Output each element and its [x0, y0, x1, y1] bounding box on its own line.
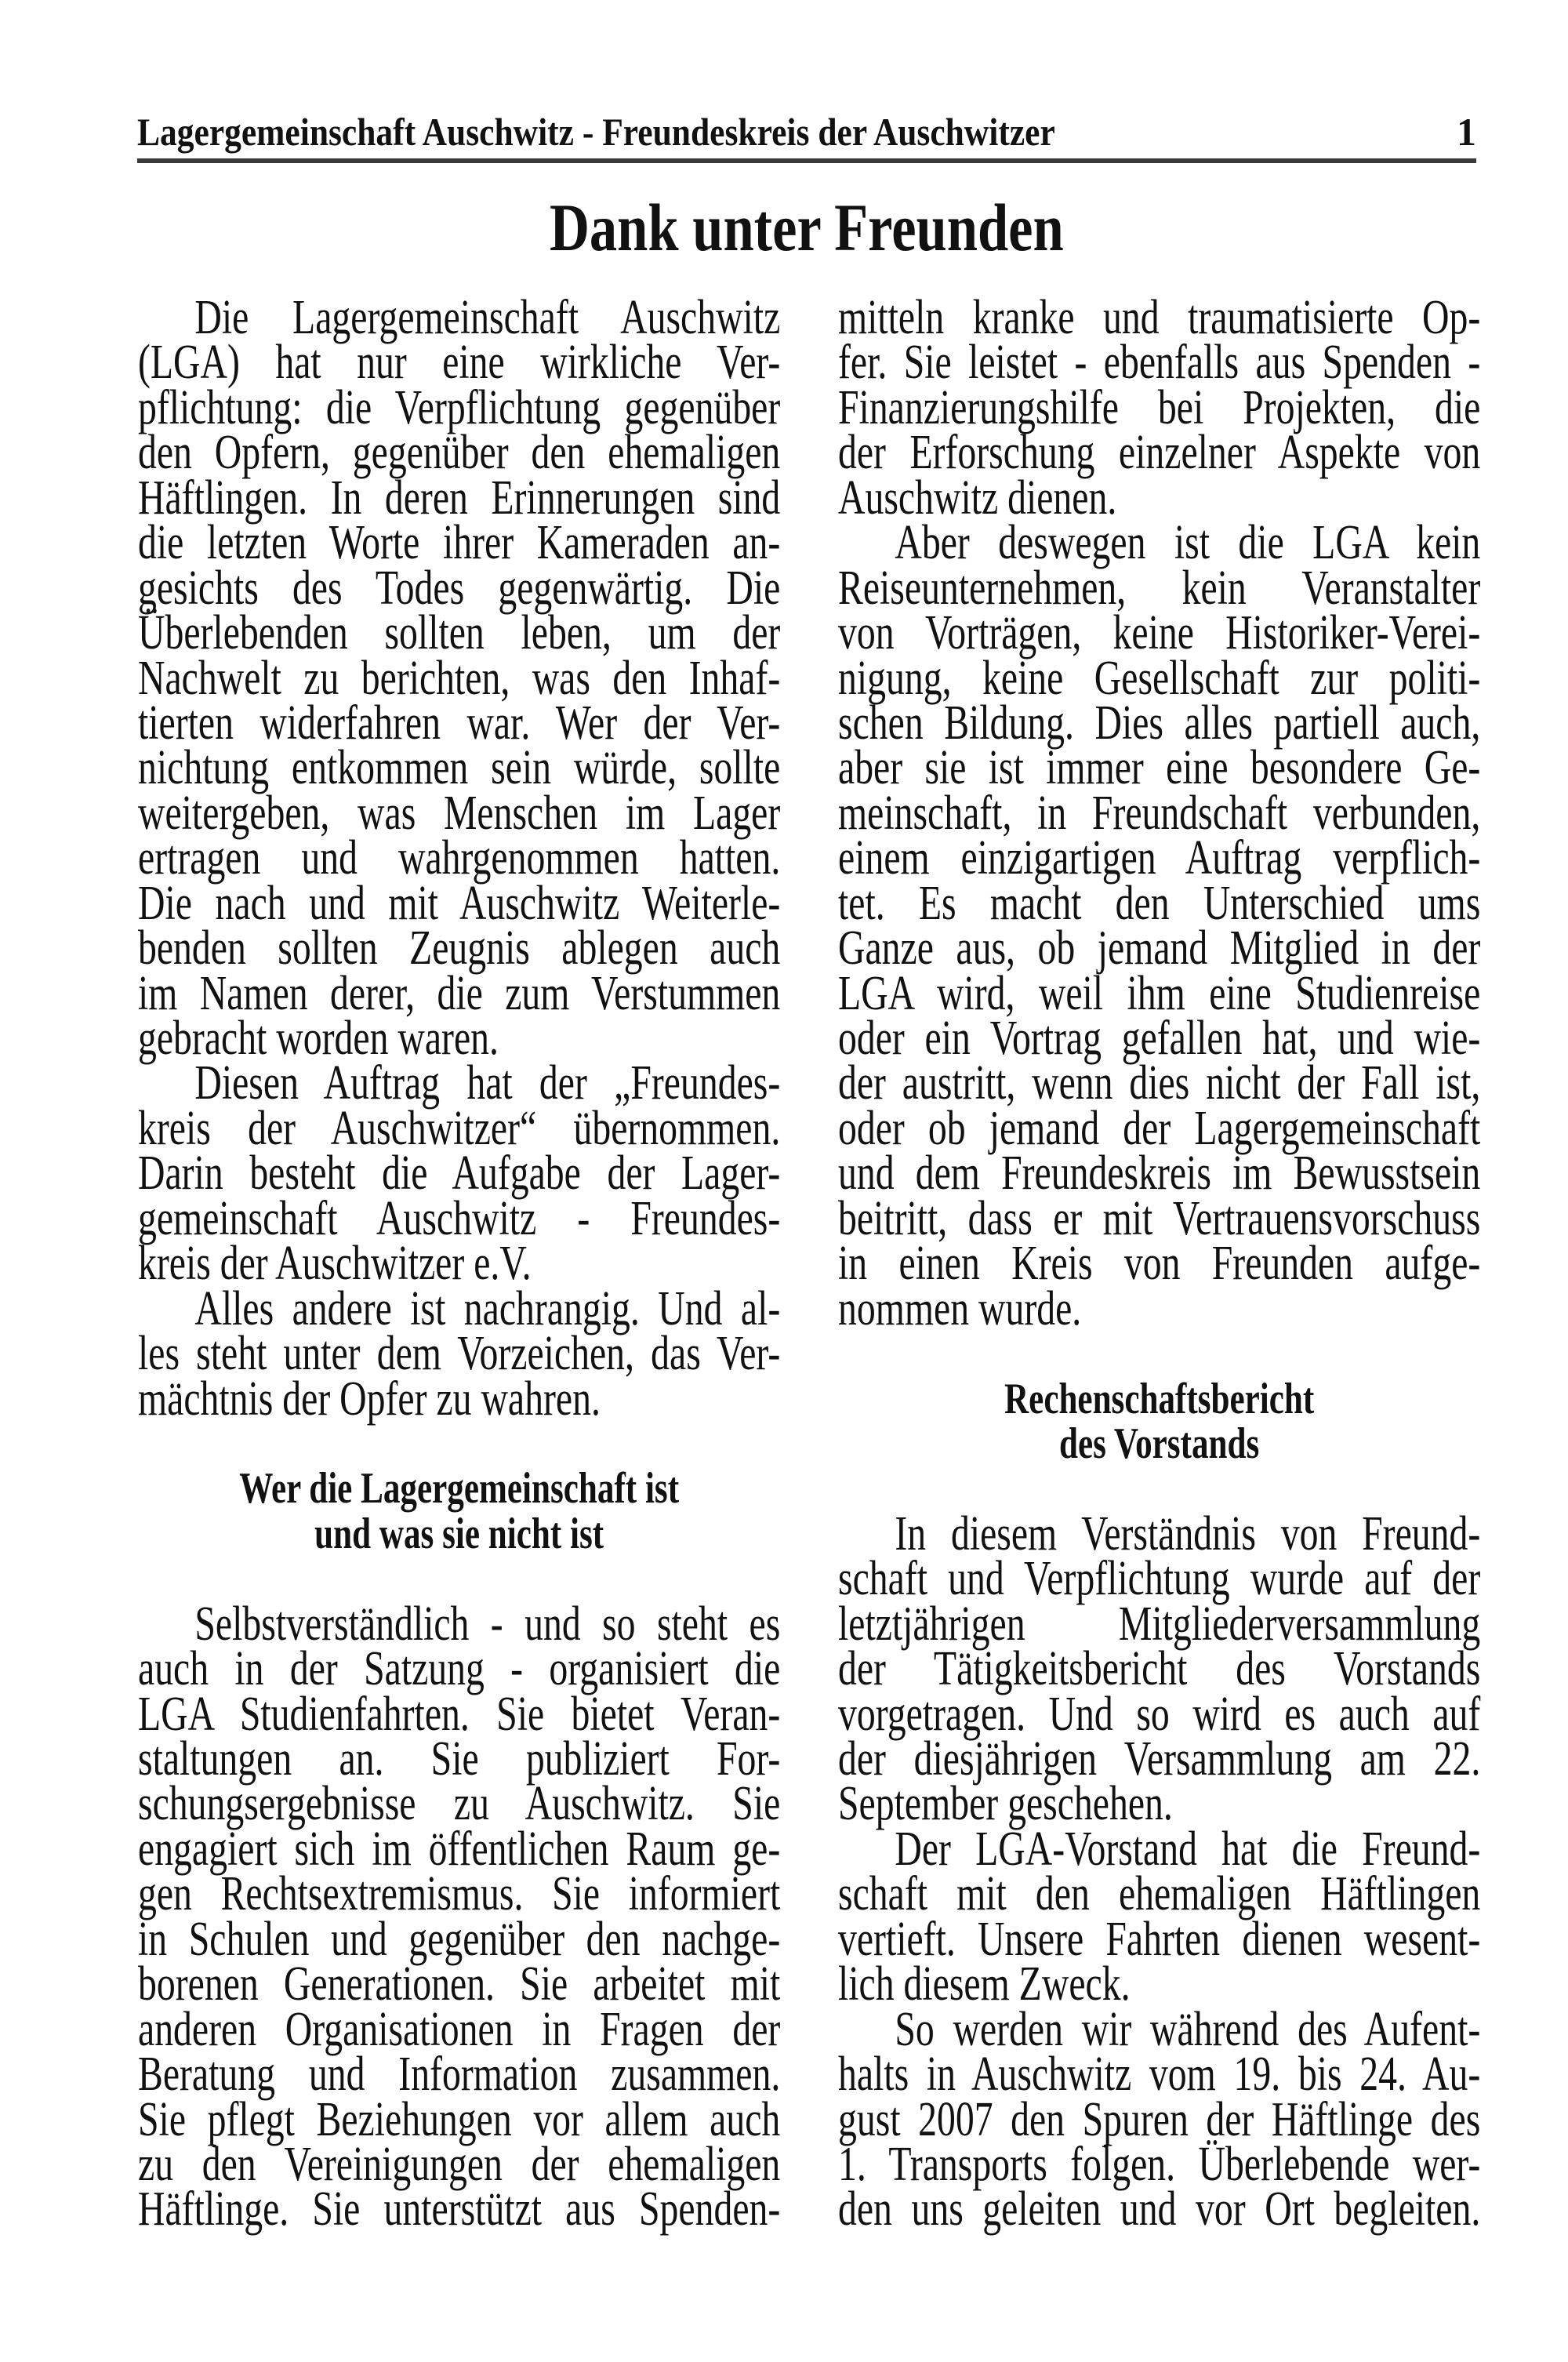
text-line: oder ob jemand der Lagergemeinschaft [838, 1101, 1481, 1155]
text-line: meinschaft, in Freundschaft verbunden, [838, 786, 1481, 840]
running-head-title: Lagergemeinschaft Auschwitz - Freundeskreis der Auschwitzer [137, 110, 1055, 154]
text-line: ertragen und wahrgenommen hatten. [138, 831, 781, 885]
blank-line [138, 1422, 780, 1466]
text-line: vertieft. Unsere Fahrten dienen wesent- [838, 1912, 1481, 1966]
text-line: Nachwelt zu berichten, was den Inhaf- [138, 651, 781, 705]
text-line: Die Lagergemeinschaft Auschwitz [194, 291, 781, 344]
text-line: schaft mit den ehemaligen Häftlingen [838, 1867, 1481, 1921]
text-line: engagiert sich im öffentlichen Raum ge- [138, 1822, 781, 1876]
text-line: mächtnis der Opfer zu wahren. [138, 1372, 601, 1426]
blank-line [838, 1332, 1480, 1376]
text-line: pflichtung: die Verpflichtung gegenüber [138, 380, 781, 434]
blank-line [138, 1557, 780, 1601]
text-line: kreis der Auschwitzer“ übernommen. [138, 1101, 781, 1155]
text-line: den Opfern, gegenüber den ehemaligen [138, 426, 781, 480]
text-line: tet. Es macht den Unterschied ums [838, 876, 1481, 930]
text-line: gust 2007 den Spuren der Häftlinge des [838, 2092, 1481, 2146]
section-heading: des Vorstands [1059, 1419, 1260, 1468]
text-line: auch in der Satzung - organisiert die [138, 1642, 781, 1696]
text-line: Häftlinge. Sie unterstützt aus Spenden- [138, 2182, 781, 2237]
text-line: halts in Auschwitz vom 19. bis 24. Au- [838, 2048, 1481, 2102]
text-line: anderen Organisationen in Fragen der [138, 2002, 781, 2056]
text-line: in einen Kreis von Freunden aufge- [838, 1237, 1481, 1291]
text-line: Überlebenden sollten leben, um der [138, 606, 781, 660]
text-line: schungsergebnisse zu Auschwitz. Sie [138, 1777, 781, 1831]
text-line: der diesjährigen Versammlung am 22. [838, 1732, 1481, 1786]
section-heading: Wer die Lagergemeinschaft ist [239, 1464, 680, 1513]
text-line: Beratung und Information zusammen. [138, 2048, 781, 2102]
header-rule [137, 158, 1476, 163]
text-line: oder ein Vortrag gefallen hat, und wie- [838, 1012, 1481, 1065]
text-line: Finanzierungshilfe bei Projekten, die [838, 380, 1481, 434]
text-line: beitritt, dass er mit Vertrauensvorschuss [838, 1191, 1481, 1245]
text-line: im Namen derer, die zum Verstummen [138, 966, 781, 1020]
text-line: der austritt, wenn dies nicht der Fall ist, [838, 1056, 1481, 1110]
text-line: der Tätigkeitsbericht des Vorstands [838, 1642, 1481, 1696]
text-line: aber sie ist immer eine besondere Ge- [838, 741, 1481, 795]
text-line: Darin besteht die Aufgabe der Lager- [138, 1146, 781, 1201]
text-line: schaft und Verpflichtung wurde auf der [838, 1552, 1481, 1606]
text-line: 1. Transports folgen. Überlebende wer- [838, 2137, 1481, 2191]
text-line: staltungen an. Sie publiziert For- [138, 1732, 781, 1786]
section-heading: Rechenschaftsbericht [1004, 1374, 1315, 1423]
text-line: tierten widerfahren war. Wer der Ver- [138, 696, 781, 750]
text-line: kreis der Auschwitzer e.V. [138, 1237, 532, 1291]
text-line: gen Rechtsextremismus. Sie informiert [138, 1867, 781, 1921]
section-heading: und was sie nicht ist [314, 1509, 604, 1558]
text-line: Selbstverständlich - und so steht es [194, 1597, 781, 1651]
text-line: gesichts des Todes gegenwärtig. Die [138, 561, 781, 615]
text-line: (LGA) hat nur eine wirkliche Ver- [138, 336, 781, 390]
text-line: nigung, keine Gesellschaft zur politi- [838, 651, 1481, 705]
text-line: Sie pflegt Beziehungen vor allem auch [138, 2092, 781, 2146]
blank-line [838, 1466, 1480, 1511]
text-line: Die nach und mit Auschwitz Weiterle- [138, 876, 781, 930]
text-line: gemeinschaft Auschwitz - Freundes- [138, 1191, 781, 1245]
text-line: zu den Vereinigungen der ehemaligen [138, 2137, 781, 2191]
text-line: Der LGA-Vorstand hat die Freund- [895, 1822, 1481, 1876]
text-line: Reiseunternehmen, kein Veranstalter [838, 561, 1481, 615]
text-line: vorgetragen. Und so wird es auch auf [838, 1687, 1481, 1741]
running-head [137, 108, 1476, 155]
text-line: lich diesem Zweck. [838, 1957, 1131, 2011]
text-line: borenen Generationen. Sie arbeitet mit [138, 1957, 781, 2011]
text-line: letztjährigen Mitgliederversammlung [838, 1597, 1481, 1651]
text-line: Ganze aus, ob jemand Mitglied in der [838, 921, 1481, 976]
text-line: von Vorträgen, keine Historiker-Verei- [838, 606, 1481, 660]
text-line: benden sollten Zeugnis ablegen auch [138, 921, 781, 976]
text-line: die letzten Worte ihrer Kameraden an- [138, 516, 781, 570]
text-line: LGA Studienfahrten. Sie bietet Veran- [138, 1687, 781, 1741]
text-line: In diesem Verständnis von Freund- [895, 1506, 1481, 1561]
text-line: mitteln kranke und traumatisierte Op- [838, 291, 1481, 344]
text-line: Häftlingen. In deren Erinnerungen sind [138, 471, 781, 525]
text-line: Aber deswegen ist die LGA kein [895, 516, 1481, 570]
text-line: nommen wurde. [838, 1281, 1082, 1335]
text-line: So werden wir während des Aufent- [895, 2002, 1481, 2056]
text-line: einem einzigartigen Auftrag verpflich- [838, 831, 1481, 885]
text-line: den uns geleiten und vor Ort begleiten. [838, 2182, 1481, 2237]
page-number: 1 [1457, 110, 1476, 154]
text-line: gebracht worden waren. [138, 1012, 499, 1065]
text-line: Diesen Auftrag hat der „Freundes- [194, 1056, 781, 1110]
text-line: und dem Freundeskreis im Bewusstsein [838, 1146, 1481, 1201]
text-column-right [838, 291, 1481, 2237]
text-line: les steht unter dem Vorzeichen, das Ver- [138, 1327, 781, 1381]
text-line: September geschehen. [838, 1777, 1173, 1831]
text-line: der Erforschung einzelner Aspekte von [838, 426, 1481, 480]
article-title-text: Dank unter Freunden [550, 190, 1064, 265]
text-line: in Schulen und gegenüber den nachge- [138, 1912, 781, 1966]
article-title [137, 188, 1476, 267]
text-line: Auschwitz dienen. [838, 471, 1117, 525]
text-line: nichtung entkommen sein würde, sollte [138, 741, 781, 795]
text-line: Alles andere ist nachrangig. Und al- [194, 1281, 781, 1335]
text-line: weitergeben, was Menschen im Lager [138, 786, 781, 840]
text-line: LGA wird, weil ihm eine Studienreise [838, 966, 1481, 1020]
text-line: fer. Sie leistet - ebenfalls aus Spenden - [838, 336, 1481, 390]
text-line: schen Bildung. Dies alles partiell auch, [838, 696, 1481, 750]
text-column-left [138, 291, 781, 2237]
